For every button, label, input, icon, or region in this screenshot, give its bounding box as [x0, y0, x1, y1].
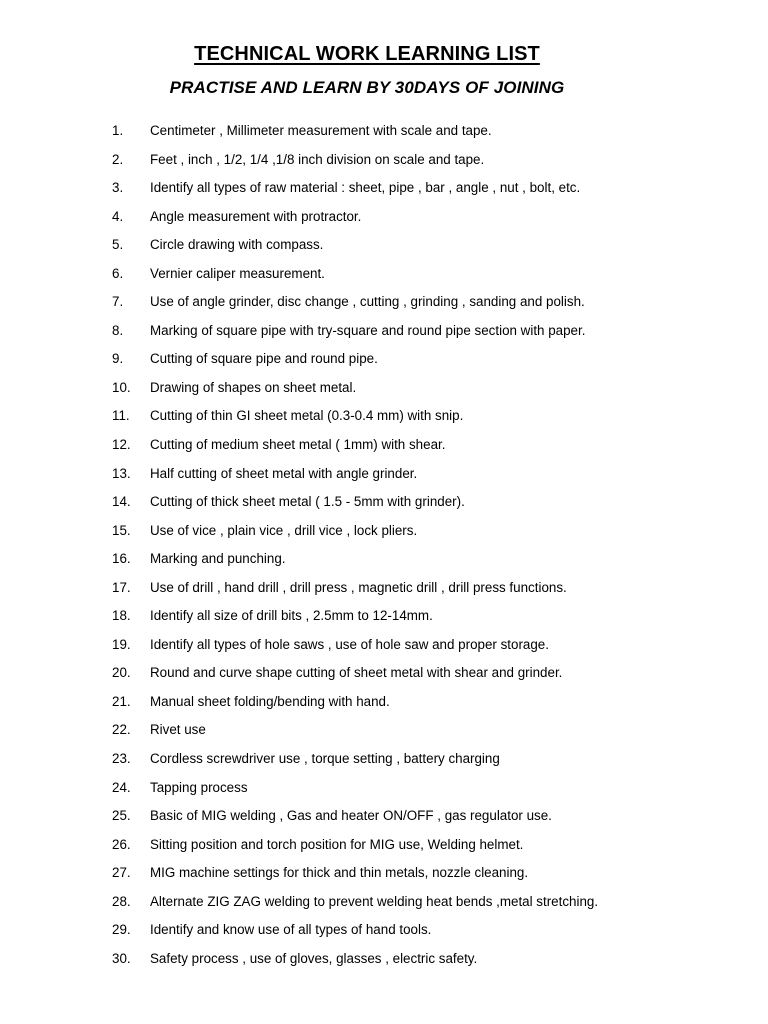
- list-item-number: 14.: [112, 494, 131, 510]
- list-item: [0, 831, 768, 860]
- list-item-number: 17.: [112, 579, 131, 595]
- list-item-text: Tapping process: [150, 779, 248, 795]
- list-item-number: 18.: [112, 608, 131, 624]
- list-item: [0, 774, 768, 803]
- list-item: [0, 888, 768, 917]
- list-item-text: Use of drill , hand drill , drill press , magnetic drill , drill press functions.: [150, 579, 567, 595]
- list-item-number: 12.: [112, 437, 131, 453]
- list-item-number: 2.: [112, 151, 124, 167]
- list-item-text: Use of vice , plain vice , drill vice , lock pliers.: [150, 522, 418, 538]
- list-item-text: Use of angle grinder, disc change , cutting , grinding , sanding and polish.: [150, 294, 585, 310]
- list-item: [0, 317, 768, 346]
- list-item: [0, 945, 768, 974]
- list-item-text: Sitting position and torch position for MIG use, Welding helmet.: [150, 836, 524, 852]
- list-item-text: Round and curve shape cutting of sheet metal with shear and grinder.: [150, 665, 563, 681]
- list-item-number: 1.: [112, 123, 124, 138]
- list-item-text: Feet , inch , 1/2, 1/4 ,1/8 inch division on scale and tape.: [150, 151, 485, 167]
- list-item-text: Manual sheet folding/bending with hand.: [150, 693, 390, 709]
- list-item-text: Rivet use: [150, 722, 206, 738]
- list-item-number: 5.: [112, 237, 124, 253]
- list-item: [0, 802, 768, 831]
- list-item: [0, 117, 768, 146]
- list-item: [0, 374, 768, 403]
- list-item-number: 6.: [112, 265, 124, 281]
- list-item-number: 13.: [112, 465, 131, 481]
- list-item: [0, 916, 768, 945]
- list-item: [0, 402, 768, 431]
- list-item-text: Safety process , use of gloves, glasses , electric safety.: [150, 950, 478, 966]
- list-item: [0, 716, 768, 745]
- list-item-number: 4.: [112, 208, 124, 224]
- list-item: [0, 517, 768, 546]
- list-item-text: Circle drawing with compass.: [150, 237, 324, 253]
- list-item-number: 23.: [112, 751, 131, 767]
- list-item-number: 8.: [112, 322, 124, 338]
- list-item-number: 24.: [112, 779, 131, 795]
- list-item-number: 7.: [112, 294, 124, 310]
- list-item: [0, 545, 768, 574]
- list-item-number: 30.: [112, 950, 131, 966]
- list-item-text: Identify all types of raw material : sheet, pipe , bar , angle , nut , bolt, etc.: [150, 180, 581, 196]
- list-item-number: 11.: [112, 408, 130, 424]
- list-item: [0, 231, 768, 260]
- list-item-number: 27.: [112, 865, 131, 881]
- list-item: [0, 203, 768, 232]
- list-item-text: Half cutting of sheet metal with angle grinder.: [150, 465, 418, 481]
- list-item-text: Identify and know use of all types of hand tools.: [150, 922, 432, 938]
- list-item-number: 9.: [112, 351, 124, 367]
- list-item: [0, 345, 768, 374]
- list-item-number: 26.: [112, 836, 131, 852]
- list-item-text: MIG machine settings for thick and thin metals, nozzle cleaning.: [150, 865, 529, 881]
- learning-list: [0, 117, 768, 973]
- list-item-text: Vernier caliper measurement.: [150, 265, 325, 281]
- list-item-number: 3.: [112, 180, 124, 196]
- list-item-text: Cordless screwdriver use , torque setting , battery charging: [150, 751, 500, 767]
- document-title: TECHNICAL WORK LEARNING LIST: [194, 43, 540, 65]
- list-item-text: Centimeter , Millimeter measurement with scale and tape.: [150, 123, 492, 138]
- list-item-text: Cutting of thin GI sheet metal (0.3-0.4 mm) with snip.: [150, 408, 464, 424]
- list-item: [0, 146, 768, 175]
- list-item: [0, 602, 768, 631]
- list-item: [0, 859, 768, 888]
- list-item-text: Identify all size of drill bits , 2.5mm to 12-14mm.: [150, 608, 433, 624]
- list-item-text: Cutting of thick sheet metal ( 1.5 - 5mm with grinder).: [150, 494, 465, 510]
- document-subtitle: PRACTISE AND LEARN BY 30DAYS OF JOINING: [169, 78, 565, 97]
- list-item-text: Basic of MIG welding , Gas and heater ON/OFF , gas regulator use.: [150, 808, 552, 824]
- list-item: [0, 460, 768, 489]
- list-item: [0, 745, 768, 774]
- list-item-text: Marking and punching.: [150, 551, 286, 567]
- list-item-number: 28.: [112, 893, 131, 909]
- list-item: [0, 631, 768, 660]
- list-item: [0, 174, 768, 203]
- list-item-number: 21.: [112, 693, 131, 709]
- list-item: [0, 688, 768, 717]
- list-item-number: 25.: [112, 808, 131, 824]
- list-item: [0, 288, 768, 317]
- list-item-number: 10.: [112, 379, 131, 395]
- list-item-text: Drawing of shapes on sheet metal.: [150, 379, 357, 395]
- list-item-number: 22.: [112, 722, 131, 738]
- list-item: [0, 431, 768, 460]
- list-item: [0, 488, 768, 517]
- list-item-text: Cutting of square pipe and round pipe.: [150, 351, 378, 367]
- list-item: [0, 659, 768, 688]
- list-item-number: 29.: [112, 922, 131, 938]
- list-item-text: Angle measurement with protractor.: [150, 208, 362, 224]
- list-item-text: Marking of square pipe with try-square and round pipe section with paper.: [150, 322, 586, 338]
- list-item-number: 19.: [112, 636, 131, 652]
- list-item-number: 16.: [112, 551, 131, 567]
- list-item-text: Identify all types of hole saws , use of hole saw and proper storage.: [150, 636, 549, 652]
- list-item-text: Cutting of medium sheet metal ( 1mm) with shear.: [150, 437, 446, 453]
- list-item-text: Alternate ZIG ZAG welding to prevent welding heat bends ,metal stretching.: [150, 893, 599, 909]
- list-item-number: 15.: [112, 522, 131, 538]
- list-item-number: 20.: [112, 665, 131, 681]
- list-item: [0, 574, 768, 603]
- list-item: [0, 260, 768, 289]
